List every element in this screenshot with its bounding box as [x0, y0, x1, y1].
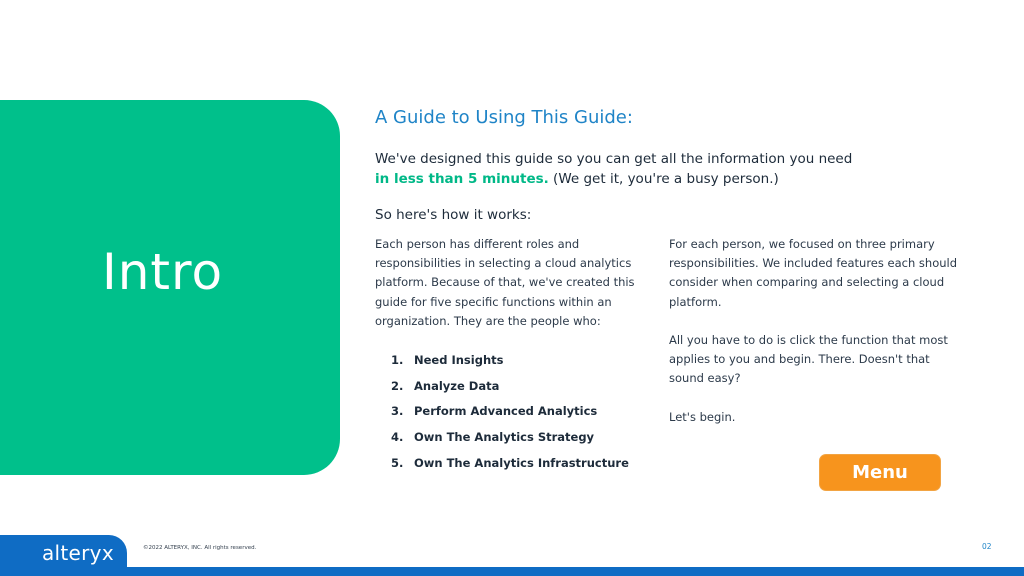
right-column	[669, 235, 959, 427]
page-number: 02	[982, 542, 992, 551]
function-item-analyze-data[interactable]	[391, 376, 629, 402]
section-title: Intro	[102, 243, 224, 301]
menu-button[interactable]: Menu	[819, 454, 941, 491]
function-label: Perform Advanced Analytics	[414, 404, 598, 419]
function-label: Analyze Data	[414, 378, 500, 393]
function-label: Need Insights	[414, 353, 504, 367]
intro-rest: (We get it, you're a busy person.)	[548, 171, 779, 187]
function-number: 1.	[391, 353, 404, 367]
intro-highlight: in less than 5 minutes.	[375, 171, 549, 187]
function-item-analytics-infrastructure[interactable]	[391, 453, 629, 479]
function-number: 3.	[391, 404, 404, 419]
function-item-advanced-analytics[interactable]	[391, 401, 629, 427]
function-number: 5.	[391, 455, 404, 470]
function-label: Own The Analytics Infrastructure	[414, 455, 629, 470]
right-paragraph-3: Let's begin.	[669, 409, 736, 424]
copyright-notice: ©2022 ALTERYX, INC. All rights reserved.	[143, 545, 257, 551]
function-label: Own The Analytics Strategy	[414, 430, 595, 445]
intro-paragraph	[375, 149, 915, 189]
guide-heading: A Guide to Using This Guide:	[375, 107, 633, 128]
alteryx-logo: alteryx	[42, 541, 114, 565]
intro-line: We've designed this guide so you can get all the information you need	[375, 151, 853, 167]
footer-bar	[0, 567, 1024, 576]
right-paragraph-1: For each person, we focused on three primary responsibilities. We included features each should consider when comparing and selecting a cloud platform.	[669, 237, 958, 309]
function-item-need-insights[interactable]	[391, 350, 629, 376]
right-paragraph-2: All you have to do is click the function that most applies to you and begin. There. Doesn't that sound easy?	[669, 333, 948, 386]
function-number: 4.	[391, 430, 404, 445]
left-column	[375, 235, 660, 331]
function-list	[391, 350, 629, 478]
function-item-analytics-strategy[interactable]	[391, 427, 629, 453]
left-paragraph: Each person has different roles and responsibilities in selecting a cloud analytics platform. Because of that, we've created this guide for five specific functions within an organization. They are the people who:	[375, 237, 635, 328]
how-it-works-heading: So here's how it works:	[375, 207, 532, 223]
function-number: 2.	[391, 378, 404, 393]
